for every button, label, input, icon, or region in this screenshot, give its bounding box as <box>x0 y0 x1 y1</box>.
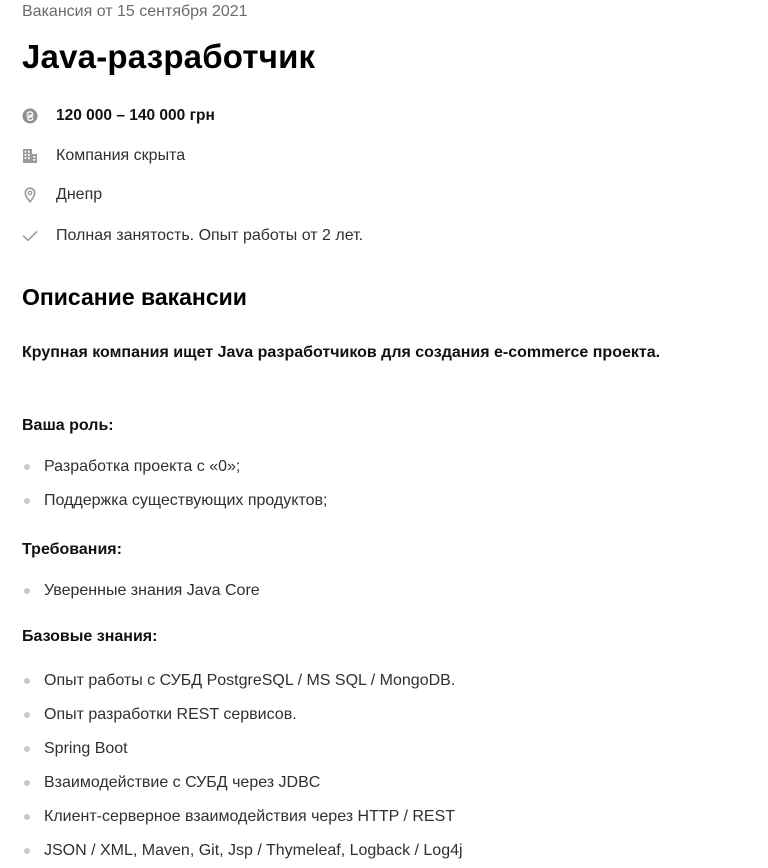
bullet-dot <box>24 780 30 786</box>
basics-heading: Базовые знания: <box>22 628 158 645</box>
list-item <box>22 800 463 834</box>
description-heading: Описание вакансии <box>22 284 247 310</box>
list-item <box>22 484 327 518</box>
salary-value: 120 000 – 140 000 грн <box>56 107 215 124</box>
list-item <box>22 698 463 732</box>
bullet-dot <box>24 848 30 854</box>
list-item-text: Опыт разработки REST сервисов. <box>44 706 297 723</box>
bullet-dot <box>24 588 30 594</box>
list-item <box>22 574 260 608</box>
list-item <box>22 766 463 800</box>
list-item <box>22 450 327 484</box>
list-item-text: Опыт работы с СУБД PostgreSQL / MS SQL / MongoDB. <box>44 672 456 689</box>
company-row <box>22 144 185 168</box>
list-item-text: Клиент-серверное взаимодействия через HTTP / REST <box>44 808 456 825</box>
list-item <box>22 834 463 868</box>
building-icon <box>22 148 38 164</box>
bullet-dot <box>24 712 30 718</box>
employment-info: Полная занятость. Опыт работы от 2 лет. <box>56 227 364 244</box>
list-item-text: Уверенные знания Java Core <box>44 582 260 599</box>
list-item-text: Поддержка существующих продуктов; <box>44 492 328 509</box>
list-item <box>22 664 463 698</box>
bullet-dot <box>24 498 30 504</box>
requirements-list <box>22 574 260 608</box>
basics-list <box>22 664 463 868</box>
bullet-dot <box>24 814 30 820</box>
bullet-dot <box>24 746 30 752</box>
vacancy-date: Вакансия от 15 сентября 2021 <box>22 3 248 20</box>
list-item-text: Spring Boot <box>44 740 128 757</box>
city-name: Днепр <box>56 186 103 203</box>
company-name: Компания скрыта <box>56 147 186 164</box>
hryvnia-coin-icon <box>22 108 38 124</box>
role-list <box>22 450 327 518</box>
city-row <box>22 183 102 207</box>
salary-row <box>22 104 215 128</box>
vacancy-title: Java-разработчик <box>22 38 316 75</box>
map-pin-icon <box>22 187 38 203</box>
list-item-text: JSON / XML, Maven, Git, Jsp / Thymeleaf, Logback / Log4j <box>44 842 463 859</box>
bullet-dot <box>24 464 30 470</box>
check-icon <box>22 228 38 244</box>
list-item-text: Взаимодействие с СУБД через JDBC <box>44 774 321 791</box>
list-item <box>22 732 463 766</box>
requirements-heading: Требования: <box>22 541 122 558</box>
bullet-dot <box>24 678 30 684</box>
list-item-text: Разработка проекта с «0»; <box>44 458 241 475</box>
employment-row <box>22 224 363 248</box>
role-heading: Ваша роль: <box>22 417 114 434</box>
description-lead: Крупная компания ищет Java разработчиков для создания e-commerce проекта. <box>22 344 661 361</box>
